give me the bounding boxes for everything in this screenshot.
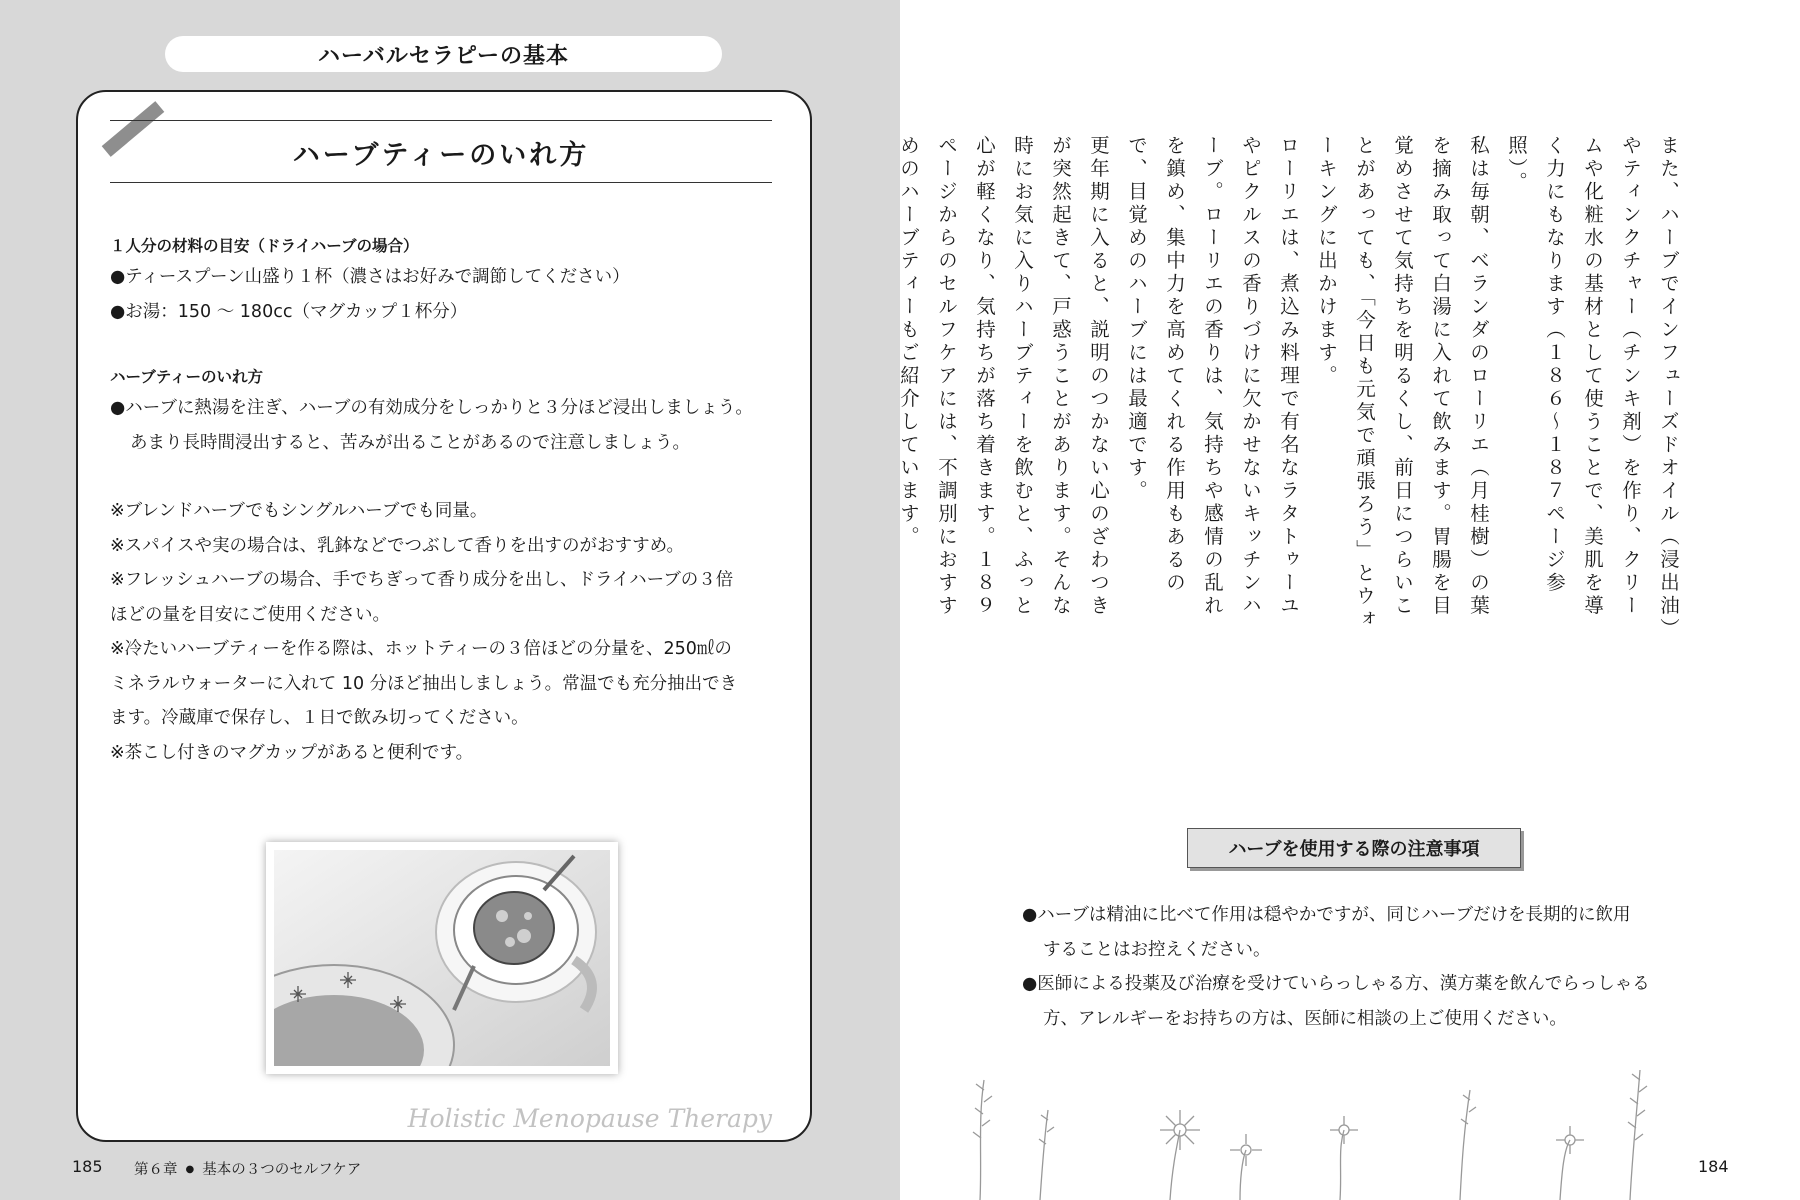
materials-heading: １人分の材料の目安（ドライハーブの場合）	[110, 237, 419, 255]
notice-heading: ハーブを使用する際の注意事項	[1187, 828, 1521, 868]
recipe-card	[76, 90, 812, 1142]
notice-item-continued: することはお控えください。	[1043, 939, 1271, 960]
notice-item: ●医師による投薬及び治療を受けていらっしゃる方、漢方薬を飲んでらっしゃる	[1022, 974, 1650, 994]
paragraph: 私は毎朝、ベランダのローリエ（月桂樹）の葉を摘み取って白湯に入れて飲みます。胃腸を目覚めさせて気持ちを明るくし、前日につらいことがあっても、「今日も元気で頑張ろう」とウォーキングに出かけます。	[1315, 135, 1490, 632]
note-line: ほどの量を目安にご使用ください。	[110, 604, 390, 625]
botanical-illustration	[940, 1060, 1700, 1200]
method-heading: ハーブティーのいれ方	[110, 368, 263, 386]
note-line: ※スパイスや実の場合は、乳鉢などでつぶして香りを出すのがおすすめ。	[110, 535, 684, 556]
tea-photo	[266, 842, 618, 1074]
bullet-dot-icon: ●	[185, 1164, 195, 1175]
chapter-title: 基本の３つのセルフケア	[202, 1162, 362, 1178]
running-footer	[134, 1158, 361, 1179]
paragraph: 更年期に入ると、説明のつかない心のざわつきが突然起きて、戸惑うことがあります。そんな時にお気に入りハーブティーを飲むと、ふっと心が軽くなり、気持ちが落ち着きます。１８９ページからのセルフケアには、不調別におすすめのハーブティーもご紹介しています。	[897, 135, 1110, 618]
page-number-right: 184	[1698, 1157, 1729, 1176]
note-line: ミネラルウォーターに入れて 10 分ほど抽出しましょう。常温でも充分抽出でき	[110, 673, 738, 694]
section-title: ハーバルセラピーの基本	[165, 36, 722, 72]
note-line: ます。冷蔵庫で保存し、１日で飲み切ってください。	[110, 708, 529, 728]
notice-item-continued: 方、アレルギーをお持ちの方は、医師に相談の上ご使用ください。	[1043, 1008, 1567, 1029]
notice-item: ●ハーブは精油に比べて作用は穏やかですが、同じハーブだけを長期的に飲用	[1022, 905, 1631, 925]
card-body	[110, 232, 780, 770]
watermark: Holistic Menopause Therapy	[407, 1104, 772, 1133]
material-item: ●お湯：150 〜 180cc（マグカップ１杯分）	[110, 301, 468, 322]
paragraph: ローリエは、煮込み料理で有名なラタトゥーユやピクルスの香りづけに欠かせないキッチンハーブ。ローリエの香りは、気持ちや感情の乱れを鎮め、集中力を高めてくれる作用もあるので、目覚めのハーブには最適です。	[1125, 135, 1300, 618]
notice-list	[1022, 898, 1702, 1036]
title-rule-bottom	[110, 182, 772, 183]
note-line: ※フレッシュハーブの場合、手でちぎって香り成分を出し、ドライハーブの３倍	[110, 570, 734, 590]
method-step: ●ハーブに熱湯を注ぎ、ハーブの有効成分をしっかりと３分ほど浸出しましょう。	[110, 398, 753, 418]
tea-photo-illustration	[274, 850, 610, 1066]
vertical-body-text	[897, 135, 1687, 635]
note-line: ※ブレンドハーブでもシングルハーブでも同量。	[110, 501, 488, 521]
page-number-left: 185	[72, 1157, 103, 1176]
note-line: ※冷たいハーブティーを作る際は、ホットティーの３倍ほどの分量を、250㎖の	[110, 639, 732, 659]
note-line: ※茶こし付きのマグカップがあると便利です。	[110, 742, 474, 763]
chapter-number: 第６章	[134, 1162, 178, 1178]
title-rule-top	[110, 120, 772, 121]
paragraph: また、ハーブでインフューズドオイル（浸出油）やティンクチャー（チンキ剤）を作り、クリームや化粧水の基材として使うことで、美肌を導く力にもなります（１８６〜１８７ページ参照）。	[1505, 135, 1680, 632]
material-item: ●ティースプーン山盛り１杯（濃さはお好みで調節してください）	[110, 267, 630, 287]
card-title: ハーブティーのいれ方	[292, 139, 590, 171]
method-step-continued: あまり長時間浸出すると、苦みが出ることがあるので注意しましょう。	[130, 432, 690, 453]
